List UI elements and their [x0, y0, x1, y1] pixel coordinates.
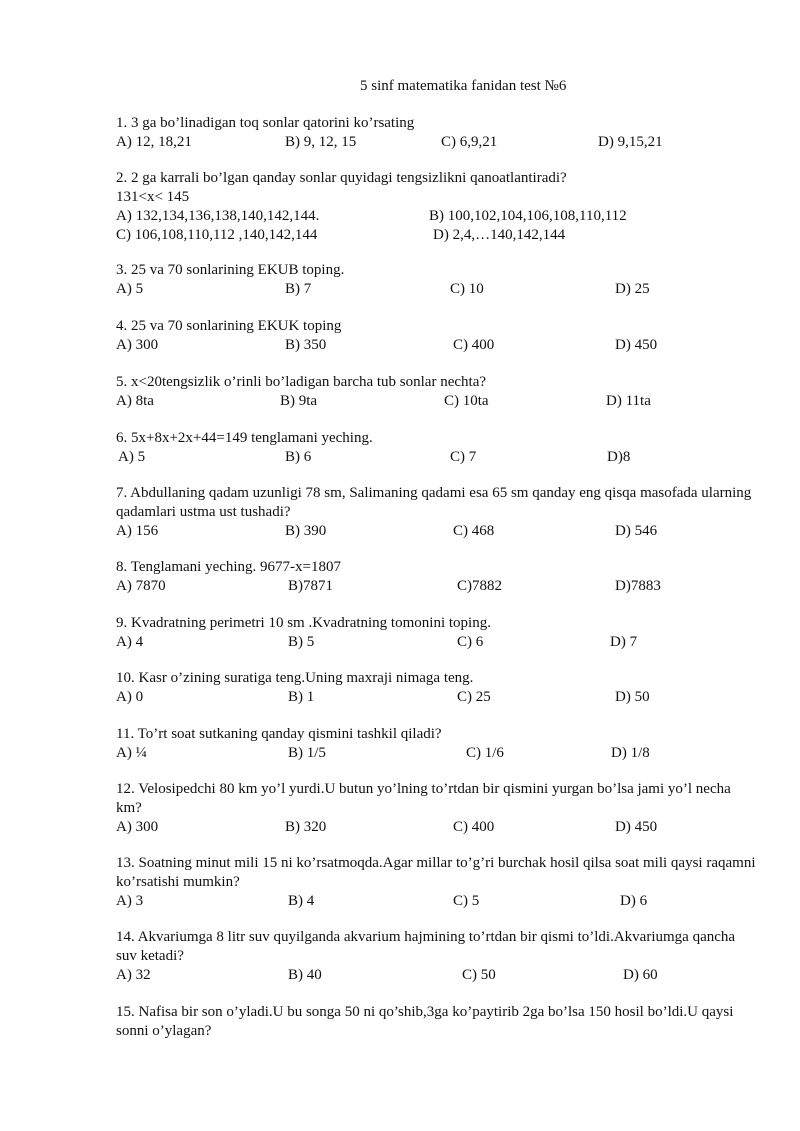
option-d: D) 1/8 [611, 745, 650, 761]
option-b: B) 6 [285, 449, 312, 465]
option-d: D)8 [607, 449, 631, 465]
option-d: D)7883 [615, 578, 661, 594]
option-b: B) 1 [288, 689, 315, 705]
option-d: D) 25 [615, 281, 650, 297]
option-b: B) 9ta [280, 393, 318, 409]
answer-options [116, 280, 756, 299]
option-d: D) 11ta [606, 393, 651, 409]
option-c: C) 5 [453, 893, 480, 909]
question-condition: 131<x< 145 [116, 189, 190, 205]
question-text: 11. To’rt soat sutkaning qanday qismini tashkil qiladi? [116, 726, 442, 742]
option-a: A) 156 [116, 523, 159, 539]
question-3 [116, 261, 756, 299]
answer-options [116, 448, 756, 467]
question-text: 12. Velosipedchi 80 km yo’l yurdi.U butun yo’lning to’rtdan bir qismini yurgan bo’lsa jami yo’l necha km? [116, 781, 731, 816]
question-text: 2. 2 ga karrali bo’lgan qanday sonlar quyidagi tengsizlikni qanoatlantiradi? [116, 170, 567, 186]
option-a: A) 132,134,136,138,140,142,144. [116, 208, 320, 224]
question-6 [116, 429, 756, 467]
answer-options [116, 818, 756, 837]
option-d: D) 450 [615, 819, 658, 835]
option-c: C) 400 [453, 337, 495, 353]
question-1 [116, 114, 756, 152]
option-d: D) 2,4,…140,142,144 [433, 227, 566, 243]
option-b: B) 320 [285, 819, 327, 835]
answer-options [116, 522, 756, 541]
option-c: C) 1/6 [466, 745, 504, 761]
answer-options [116, 133, 756, 152]
option-a: A) 300 [116, 337, 159, 353]
question-text: 9. Kvadratning perimetri 10 sm .Kvadratning tomonini toping. [116, 615, 491, 631]
option-c: C) 7 [450, 449, 477, 465]
option-a: A) 32 [116, 967, 151, 983]
option-b: B)7871 [288, 578, 333, 594]
option-d: D) 450 [615, 337, 658, 353]
option-c: C)7882 [457, 578, 502, 594]
option-c: C) 468 [453, 523, 495, 539]
answer-options [116, 577, 756, 596]
question-text: 1. 3 ga bo’linadigan toq sonlar qatorini ko’rsating [116, 115, 415, 131]
option-b: B) 5 [288, 634, 315, 650]
question-text: 10. Kasr o’zining suratiga teng.Uning maxraji nimaga teng. [116, 670, 474, 686]
option-d: D) 50 [615, 689, 650, 705]
answer-options [116, 688, 756, 707]
option-d: D) 7 [610, 634, 638, 650]
question-15 [116, 1003, 756, 1041]
answer-options [116, 966, 756, 985]
option-b: B) 9, 12, 15 [285, 134, 357, 150]
option-c: C) 50 [462, 967, 496, 983]
question-4 [116, 317, 756, 355]
option-c: C) 400 [453, 819, 495, 835]
question-text: 14. Akvariumga 8 litr suv quyilganda akvarium hajmining to’rtdan bir qismi to’ldi.Akvariumga qancha suv ketadi? [116, 929, 736, 964]
question-2 [116, 169, 756, 245]
question-text: 6. 5x+8x+2x+44=149 tenglamani yeching. [116, 430, 373, 446]
option-d: D) 6 [620, 893, 648, 909]
question-7 [116, 484, 756, 541]
option-c: C) 10 [450, 281, 484, 297]
option-a: A) 3 [116, 893, 144, 909]
option-b: B) 40 [288, 967, 322, 983]
option-a: A) 300 [116, 819, 159, 835]
option-b: B) 350 [285, 337, 327, 353]
question-13 [116, 854, 756, 911]
option-b: B) 390 [285, 523, 327, 539]
option-a: A) 4 [116, 634, 144, 650]
option-b: B) 1/5 [288, 745, 326, 761]
answer-options [116, 744, 756, 763]
option-d: D) 60 [623, 967, 658, 983]
answer-options [116, 336, 756, 355]
option-d: D) 9,15,21 [598, 134, 663, 150]
option-c: C) 10ta [444, 393, 489, 409]
question-text: 13. Soatning minut mili 15 ni ko’rsatmoqda.Agar millar to’g’ri burchak hosil qilsa soat mili qaysi raqamni ko’rsatishi mumkin? [116, 855, 756, 890]
question-11 [116, 725, 756, 763]
option-c: C) 6 [457, 634, 484, 650]
question-14 [116, 928, 756, 985]
question-12 [116, 780, 756, 837]
question-text: 15. Nafisa bir son o’yladi.U bu songa 50 ni qo’shib,3ga ko’paytirib 2ga bo’lsa 150 hosil bo’ldi.U qaysi sonni o’ylagan? [116, 1004, 734, 1039]
question-9 [116, 614, 756, 652]
option-c: C) 6,9,21 [441, 134, 498, 150]
question-text: 3. 25 va 70 sonlarining EKUB toping. [116, 262, 345, 278]
option-c: C) 106,108,110,112 ,140,142,144 [116, 227, 318, 243]
option-d: D) 546 [615, 523, 658, 539]
option-a: A) 0 [116, 689, 144, 705]
answer-options [116, 633, 756, 652]
option-a: A) ¼ [116, 745, 147, 761]
answer-options [116, 392, 756, 411]
option-c: C) 25 [457, 689, 491, 705]
question-text: 4. 25 va 70 sonlarining EKUK toping [116, 318, 342, 334]
option-a: A) 8ta [116, 393, 154, 409]
option-a: A) 12, 18,21 [116, 134, 192, 150]
question-10 [116, 669, 756, 707]
option-b: B) 4 [288, 893, 315, 909]
option-a: A) 5 [116, 281, 144, 297]
option-a: A) 5 [118, 449, 146, 465]
question-text: 8. Tenglamani yeching. 9677-x=1807 [116, 559, 342, 575]
option-b: B) 100,102,104,106,108,110,112 [429, 208, 627, 224]
answer-options [116, 892, 756, 911]
page-title: 5 sinf matematika fanidan test №6 [360, 78, 567, 94]
option-b: B) 7 [285, 281, 312, 297]
question-8 [116, 558, 756, 596]
option-a: A) 7870 [116, 578, 166, 594]
question-text: 7. Abdullaning qadam uzunligi 78 sm, Salimaning qadami esa 65 sm qanday eng qisqa masofada ularning qadamlari ustma ust tushadi? [116, 485, 752, 520]
question-text: 5. x<20tengsizlik o’rinli bo’ladigan barcha tub sonlar nechta? [116, 374, 487, 390]
answer-options [116, 207, 756, 245]
question-5 [116, 373, 756, 411]
